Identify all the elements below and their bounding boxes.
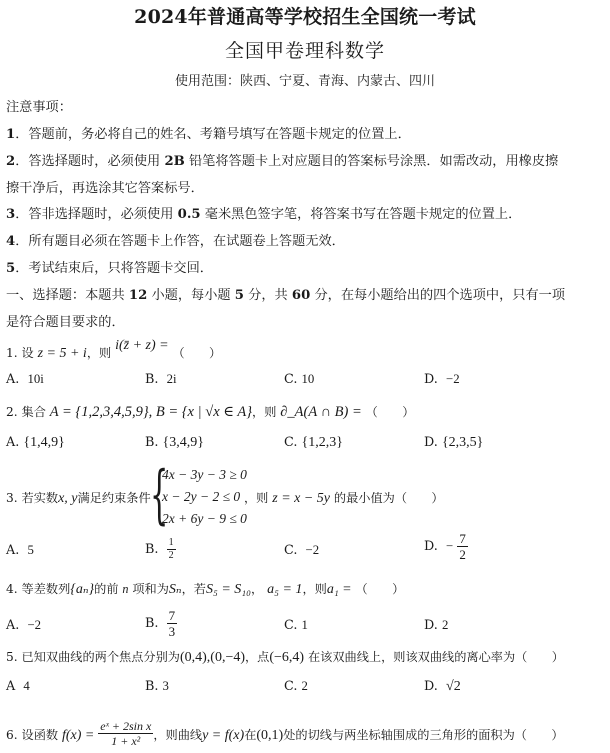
q2-option-b: B. {3,4,9} <box>145 435 204 450</box>
q1-option-a: A. 10i <box>6 372 44 387</box>
notice-item-3: 3．答非选择题时，必须使用 0.5 毫米黑色签字笔，将答案书写在答题卡规定的位置上． <box>6 207 522 222</box>
notice-item-5: 5．考试结束后，只将答题卡交回． <box>6 261 213 276</box>
notice-item-2-cont: 擦干净后，再选涂其它答案标号． <box>6 181 204 196</box>
q5-option-b: B. 3 <box>145 679 169 694</box>
question-2: 2. 集合 A = {1,2,3,4,5,9}, B = {x | √x ∈ A}，则 ∂_A(A ∩ B) = （ ） <box>6 404 415 420</box>
q3-option-a: A. 5 <box>6 543 34 558</box>
notice-heading: 注意事项： <box>6 100 72 115</box>
question-5: 5. 已知双曲线的两个焦点分别为(0,4),(0,−4)，点(−6,4) 在该双曲线上，则该双曲线的离心率为（ ） <box>6 650 564 665</box>
q3-constraint-system: { 4x − 3y − 3 ≥ 0 x − 2y − 2 ≤ 0 2x + 6y − 9 ≤ 0 <box>150 458 247 532</box>
q3-option-c: C. −2 <box>284 543 320 558</box>
q4-option-d: D. 2 <box>424 618 449 633</box>
section-heading: 一、选择题：本题共 12 小题，每小题 5 分，共 60 分，在每小题给出的四个选项中，只有一项 <box>6 288 566 303</box>
notice-item-1: 1．答题前，务必将自己的姓名、考籍号填写在答题卡规定的位置上． <box>6 127 411 142</box>
q1-option-d: D. −2 <box>424 372 460 387</box>
left-brace-icon: { <box>150 458 169 532</box>
exam-subtitle: 全国甲卷理科数学 <box>224 40 385 62</box>
q5-option-c: C. 2 <box>284 679 308 694</box>
q4-option-a: A. −2 <box>6 618 42 633</box>
question-1: 1. 设 z = 5 + i，则 i(z̄ + z) = （ ） <box>6 338 222 361</box>
notice-item-4: 4．所有题目必须在答题卡上作答，在试题卷上答题无效． <box>6 234 345 249</box>
q2-option-c: C. {1,2,3} <box>284 435 343 450</box>
q1-option-b: B. 2i <box>145 372 177 387</box>
q3-option-b: B. $\frac{1}{2}$ <box>145 537 174 561</box>
exam-title: 2024年普通高等学校招生全国统一考试 <box>134 6 476 28</box>
q4-option-b: B. $\frac{7}{3}$ <box>145 608 176 639</box>
q5-option-d: D. √2 <box>424 679 461 694</box>
q2-option-d: D. {2,3,5} <box>424 435 484 450</box>
q1-option-c: C. 10 <box>284 372 315 387</box>
q5-option-a: A 4 <box>6 679 30 694</box>
question-3-stem: 3. 若实数x, y满足约束条件 <box>6 491 151 506</box>
q2-option-a: A. {1,4,9} <box>6 435 65 450</box>
notice-item-2: 2．答选择题时，必须使用 2B 铅笔将答题卡上对应题目的答案标号涂黑．如需改动，用橡皮擦 <box>6 154 559 169</box>
question-4: 4. 等差数列{aₙ}的前 n 项和为Sₙ，若S₅ = S₁₀， a₅ = 1，则a₁ = （ ） <box>6 582 405 597</box>
question-6: 6. 设函数 f(x) = $\frac{\text{eˣ + 2sin x}}{\text{1 + x²}}$ ，则曲线y = f(x)在(0,1)处的切线与两坐标轴围成的三角形的面积为（ ） <box>6 719 564 748</box>
q3-option-d: D. − $\frac{7}{2}$ <box>424 531 466 562</box>
q4-option-c: C. 1 <box>284 618 308 633</box>
usage-scope: 使用范围：陕西、宁夏、青海、内蒙古、四川 <box>174 74 435 89</box>
question-3-objective: ，则 z = x − 5y 的最小值为（ ） <box>244 491 444 506</box>
section-heading-cont: 是符合题目要求的． <box>6 315 125 330</box>
